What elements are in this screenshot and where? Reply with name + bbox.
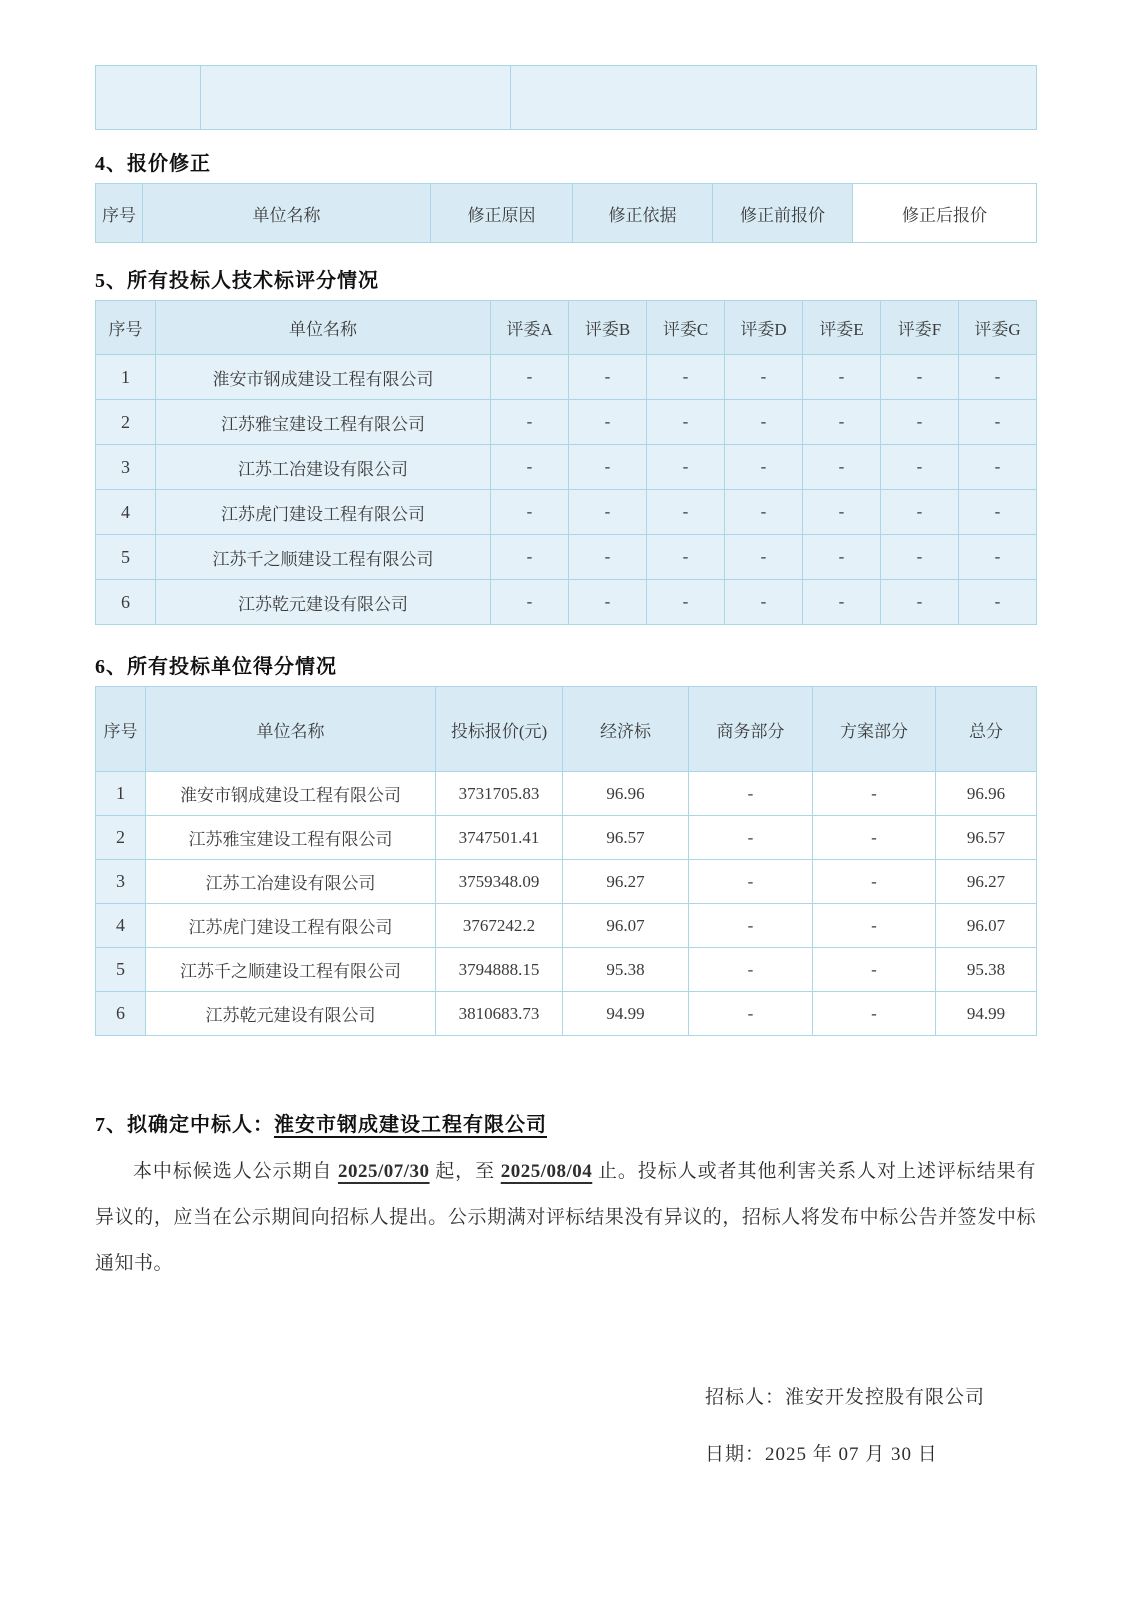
score-cell: - — [725, 535, 803, 580]
table-row — [96, 816, 1037, 860]
score-cell: - — [569, 355, 647, 400]
table-row — [96, 904, 1037, 948]
tenderer-line: 招标人：淮安开发控股有限公司 — [705, 1387, 986, 1408]
score-cell: - — [491, 580, 569, 625]
column-header: 序号 — [96, 184, 143, 243]
economic-score: 94.99 — [563, 992, 689, 1036]
table-header-row — [96, 301, 1037, 355]
company-name: 江苏虎门建设工程有限公司 — [146, 904, 436, 948]
score-cell: - — [803, 445, 881, 490]
score-cell: - — [881, 580, 959, 625]
bid-price: 3794888.15 — [436, 948, 563, 992]
bid-price: 3759348.09 — [436, 860, 563, 904]
notice-end-date: 2025/08/04 — [500, 1161, 593, 1182]
table-row — [96, 772, 1037, 816]
score-cell: - — [647, 445, 725, 490]
economic-score: 96.27 — [563, 860, 689, 904]
company-name: 江苏虎门建设工程有限公司 — [156, 490, 491, 535]
table-row — [96, 400, 1037, 445]
table-row — [96, 860, 1037, 904]
document-page — [95, 0, 1036, 1483]
column-header: 修正依据 — [573, 184, 713, 243]
score-cell: - — [881, 355, 959, 400]
column-header: 经济标 — [563, 687, 689, 772]
column-header: 单位名称 — [156, 301, 491, 355]
row-index: 3 — [96, 445, 156, 490]
row-index: 1 — [96, 772, 146, 816]
table-row — [96, 992, 1037, 1036]
economic-score: 95.38 — [563, 948, 689, 992]
score-cell: - — [959, 400, 1037, 445]
total-score: 94.99 — [936, 992, 1037, 1036]
company-name: 江苏雅宝建设工程有限公司 — [146, 816, 436, 860]
bid-price: 3731705.83 — [436, 772, 563, 816]
signature-block — [705, 1369, 1036, 1483]
column-header: 单位名称 — [146, 687, 436, 772]
score-cell: - — [569, 445, 647, 490]
score-cell: - — [569, 490, 647, 535]
company-name: 江苏工冶建设有限公司 — [146, 860, 436, 904]
score-cell: - — [959, 490, 1037, 535]
column-header: 评委D — [725, 301, 803, 355]
company-name: 江苏工冶建设有限公司 — [156, 445, 491, 490]
table-header-row — [96, 184, 1037, 243]
carryover-table — [95, 65, 1037, 130]
row-index: 3 — [96, 860, 146, 904]
column-header: 序号 — [96, 687, 146, 772]
score-cell: - — [725, 355, 803, 400]
notice-start-date: 2025/07/30 — [337, 1161, 430, 1182]
row-index: 4 — [96, 904, 146, 948]
column-header: 投标报价(元) — [436, 687, 563, 772]
company-name: 江苏千之顺建设工程有限公司 — [156, 535, 491, 580]
plan-score: - — [813, 904, 936, 948]
score-cell: - — [647, 580, 725, 625]
column-header: 商务部分 — [689, 687, 813, 772]
column-header: 修正前报价 — [713, 184, 853, 243]
business-score: - — [689, 992, 813, 1036]
notice-text: 起，至 — [429, 1161, 501, 1182]
company-name: 淮安市钢成建设工程有限公司 — [156, 355, 491, 400]
company-name: 江苏千之顺建设工程有限公司 — [146, 948, 436, 992]
business-score: - — [689, 904, 813, 948]
score-cell: - — [959, 445, 1037, 490]
table-row — [96, 580, 1037, 625]
score-cell: - — [725, 400, 803, 445]
business-score: - — [689, 772, 813, 816]
table-row — [96, 490, 1037, 535]
column-header: 修正原因 — [431, 184, 573, 243]
table-row — [96, 948, 1037, 992]
row-index: 2 — [96, 816, 146, 860]
column-header: 评委F — [881, 301, 959, 355]
total-score: 95.38 — [936, 948, 1037, 992]
company-name: 江苏雅宝建设工程有限公司 — [156, 400, 491, 445]
public-notice-paragraph — [95, 1149, 1036, 1287]
score-cell: - — [881, 445, 959, 490]
score-cell: - — [959, 535, 1037, 580]
score-cell: - — [647, 400, 725, 445]
total-score: 96.07 — [936, 904, 1037, 948]
total-score: 96.27 — [936, 860, 1037, 904]
score-cell: - — [569, 580, 647, 625]
section7-label: 7、拟确定中标人： — [95, 1114, 274, 1136]
empty-cell — [201, 66, 511, 130]
row-index: 4 — [96, 490, 156, 535]
total-score: 96.96 — [936, 772, 1037, 816]
date-line: 日期：2025 年 07 月 30 日 — [705, 1444, 938, 1465]
bid-price: 3810683.73 — [436, 992, 563, 1036]
notice-text: 止。投标人或者其他利害关系人对上述评标结果有异议的，应当在公示期间向招标人提出。公示期满对评标结果没有异议的，招标人将发布中标公告并签发中标通知书。 — [95, 1161, 1036, 1274]
score-cell: - — [725, 580, 803, 625]
column-header: 评委G — [959, 301, 1037, 355]
score-cell: - — [803, 400, 881, 445]
score-cell: - — [569, 535, 647, 580]
column-header: 序号 — [96, 301, 156, 355]
table-row — [96, 355, 1037, 400]
total-score: 96.57 — [936, 816, 1037, 860]
score-cell: - — [491, 355, 569, 400]
score-cell: - — [725, 490, 803, 535]
column-header: 评委E — [803, 301, 881, 355]
plan-score: - — [813, 992, 936, 1036]
company-name: 江苏乾元建设有限公司 — [146, 992, 436, 1036]
column-header: 评委B — [569, 301, 647, 355]
score-cell: - — [881, 490, 959, 535]
score-cell: - — [725, 445, 803, 490]
score-cell: - — [803, 580, 881, 625]
bid-price: 3747501.41 — [436, 816, 563, 860]
score-cell: - — [959, 355, 1037, 400]
economic-score: 96.07 — [563, 904, 689, 948]
row-index: 5 — [96, 948, 146, 992]
plan-score: - — [813, 948, 936, 992]
plan-score: - — [813, 860, 936, 904]
score-cell: - — [803, 490, 881, 535]
business-score: - — [689, 948, 813, 992]
section6-title: 6、所有投标单位得分情况 — [95, 656, 337, 678]
notice-text: 本中标候选人公示期自 — [133, 1161, 338, 1182]
row-index: 6 — [96, 580, 156, 625]
score-cell: - — [647, 355, 725, 400]
economic-score: 96.57 — [563, 816, 689, 860]
score-cell: - — [647, 490, 725, 535]
price-correction-table — [95, 183, 1037, 243]
score-cell: - — [959, 580, 1037, 625]
bid-price: 3767242.2 — [436, 904, 563, 948]
column-header: 评委C — [647, 301, 725, 355]
score-cell: - — [491, 535, 569, 580]
plan-score: - — [813, 772, 936, 816]
row-index: 6 — [96, 992, 146, 1036]
score-cell: - — [569, 400, 647, 445]
score-cell: - — [881, 400, 959, 445]
plan-score: - — [813, 816, 936, 860]
row-index: 1 — [96, 355, 156, 400]
company-name: 江苏乾元建设有限公司 — [156, 580, 491, 625]
score-cell: - — [803, 355, 881, 400]
score-cell: - — [491, 400, 569, 445]
section4-title: 4、报价修正 — [95, 153, 211, 175]
column-header: 总分 — [936, 687, 1037, 772]
score-cell: - — [881, 535, 959, 580]
table-row — [96, 535, 1037, 580]
table-row — [96, 445, 1037, 490]
technical-score-table — [95, 300, 1037, 625]
empty-cell — [96, 66, 201, 130]
score-cell: - — [491, 490, 569, 535]
column-header: 单位名称 — [143, 184, 431, 243]
column-header: 评委A — [491, 301, 569, 355]
score-cell: - — [647, 535, 725, 580]
score-cell: - — [803, 535, 881, 580]
winner-company-name: 淮安市钢成建设工程有限公司 — [274, 1114, 547, 1136]
section7-winner-line — [95, 1108, 1036, 1137]
empty-cell — [511, 66, 1037, 130]
business-score: - — [689, 816, 813, 860]
row-index: 5 — [96, 535, 156, 580]
column-header: 修正后报价 — [853, 184, 1037, 243]
score-cell: - — [491, 445, 569, 490]
table-row — [96, 66, 1037, 130]
table-header-row — [96, 687, 1037, 772]
total-score-table — [95, 686, 1037, 1036]
business-score: - — [689, 860, 813, 904]
column-header: 方案部分 — [813, 687, 936, 772]
section5-title: 5、所有投标人技术标评分情况 — [95, 270, 379, 292]
row-index: 2 — [96, 400, 156, 445]
company-name: 淮安市钢成建设工程有限公司 — [146, 772, 436, 816]
economic-score: 96.96 — [563, 772, 689, 816]
